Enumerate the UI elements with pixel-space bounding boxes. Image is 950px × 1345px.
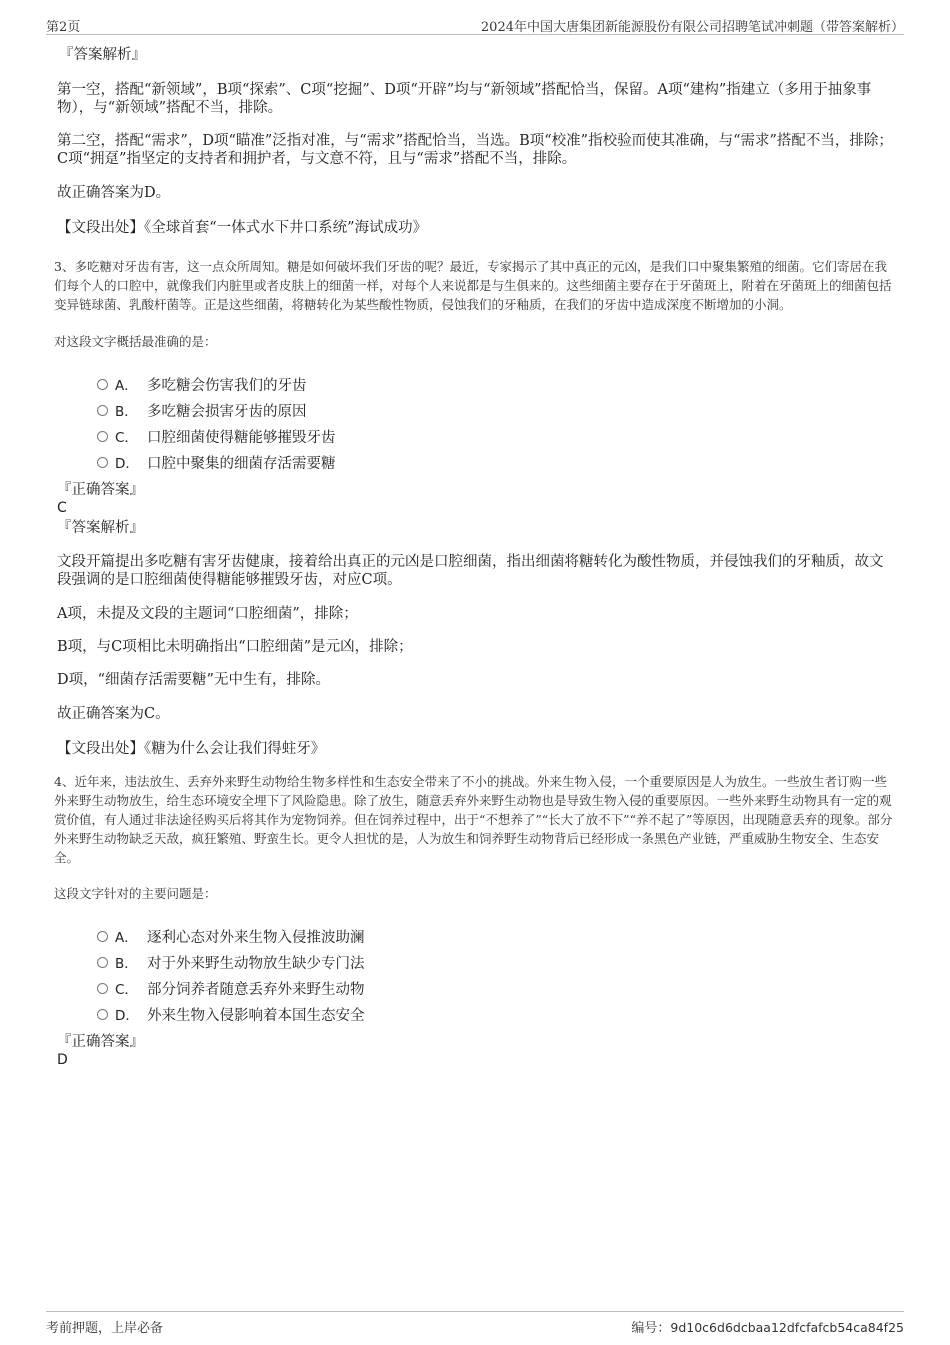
q2-analysis-para-1: 第一空，搭配“新领域”，B项“探索”、C项“挖掘”、D项“开辟”均与“新领域”搭配恰当，保留。A项“建构”指建立（多用于抽象事物），与“新领域”搭配不当，排除。 <box>57 82 872 116</box>
option-text: 外来生物入侵影响着本国生态安全 <box>147 1008 365 1024</box>
option-text: 多吃糖会伤害我们的牙齿 <box>147 378 307 394</box>
option-key: C． <box>115 982 138 998</box>
q3-option-b[interactable] <box>57 397 897 423</box>
q3-options <box>57 371 897 475</box>
document-title: 2024年中国大唐集团新能源股份有限公司招聘笔试冲刺题（带答案解析） <box>480 20 904 35</box>
q2-analysis-para-2: 第二空，搭配“需求”，D项“瞄准”泛指对准，与“需求”搭配恰当，当选。B项“校准”指校验而使其准确，与“需求”搭配不当，排除；C项“拥趸”指坚定的支持者和拥护者，与文意不符，且与“需求”搭配不当，排除。 <box>57 133 893 167</box>
q4-option-d[interactable] <box>57 1001 897 1027</box>
q4-question: 这段文字针对的主要问题是： <box>54 886 217 901</box>
option-key: D． <box>115 1008 139 1024</box>
option-text: 部分饲养者随意丢弃外来野生动物 <box>147 982 365 998</box>
q3-option-c[interactable] <box>57 423 897 449</box>
option-text: 口腔中聚集的细菌存活需要糖 <box>147 456 336 472</box>
radio-icon[interactable] <box>97 379 108 390</box>
page-header <box>46 12 904 35</box>
option-key: A． <box>115 930 138 946</box>
q3-analysis-para-4: D项，“细菌存活需要糖”无中生有，排除。 <box>57 672 330 688</box>
option-key: B． <box>115 404 138 420</box>
footer-slogan: 考前押题，上岸必备 <box>46 1321 164 1336</box>
option-text: 逐利心态对外来生物入侵推波助澜 <box>147 930 365 946</box>
option-key: A． <box>115 378 138 394</box>
q3-analysis-para-2: A项，未提及文段的主题词“口腔细菌”，排除； <box>57 606 358 622</box>
q2-conclusion: 故正确答案为D。 <box>57 185 171 201</box>
page-content <box>54 46 897 1069</box>
radio-icon[interactable] <box>97 983 108 994</box>
q3-answer: C <box>57 500 67 516</box>
q3-source: 【文段出处】《糖为什么会让我们得蛀牙》 <box>57 741 326 757</box>
q3-stem: 3、多吃糖对牙齿有害，这一点众所周知。糖是如何破坏我们牙齿的呢？最近，专家揭示了其中真正的元凶，是我们口中聚集繁殖的细菌。它们寄居在我们每个人的口腔中，就像我们内脏里或者皮肤上的细菌一样，对每个人来说都是与生俱来的。这些细菌主要存在于牙菌斑上，附着在牙菌斑上的细菌包括变异链球菌、乳酸杆菌等。正是这些细菌，将糖转化为某些酸性物质，侵蚀我们的牙釉质，在我们的牙齿中造成深度不断增加的小洞。 <box>54 259 892 312</box>
q3-option-d[interactable] <box>57 449 897 475</box>
radio-icon[interactable] <box>97 957 108 968</box>
option-key: C． <box>115 430 138 446</box>
q4-stem: 4、近年来，违法放生、丢弃外来野生动物给生物多样性和生态安全带来了不小的挑战。外来生物入侵，一个重要原因是人为放生。一些放生者订购一些外来野生动物放生，给生态环境安全埋下了风险隐患。除了放生，随意丢弃外来野生动物也是导致生物入侵的重要原因。一些外来野生动物具有一定的观赏价值，有人通过非法途径购买后将其作为宠物饲养。但在饲养过程中，出于“不想养了”“长大了放不下”“养不起了”等原因，出现随意丢弃的现象。部分外来野生动物缺乏天敌，疯狂繁殖、野蛮生长。更令人担忧的是，人为放生和饲养野生动物背后已经形成一条黑色产业链，严重威胁生物安全、生态安全。 <box>54 774 893 865</box>
document-code <box>631 1317 904 1336</box>
q2-analysis-label: 『答案解析』 <box>59 47 146 63</box>
q4-option-c[interactable] <box>57 975 897 1001</box>
q3-answer-label: 『正确答案』 <box>57 482 144 498</box>
q3-conclusion: 故正确答案为C。 <box>57 706 170 722</box>
q4-option-b[interactable] <box>57 949 897 975</box>
radio-icon[interactable] <box>97 1009 108 1020</box>
q3-option-a[interactable] <box>57 371 897 397</box>
radio-icon[interactable] <box>97 931 108 942</box>
radio-icon[interactable] <box>97 457 108 468</box>
q3-analysis-label: 『答案解析』 <box>57 520 144 536</box>
q4-answer-label: 『正确答案』 <box>57 1034 144 1050</box>
q3-analysis-para-1: 文段开篇提出多吃糖有害牙齿健康，接着给出真正的元凶是口腔细菌，指出细菌将糖转化为酸性物质，并侵蚀我们的牙釉质，故文段强调的是口腔细菌使得糖能够摧毁牙齿，对应C项。 <box>57 554 884 588</box>
radio-icon[interactable] <box>97 431 108 442</box>
q4-options <box>57 923 897 1027</box>
option-text: 对于外来野生动物放生缺少专门法 <box>147 956 365 972</box>
code-label: 编号： <box>631 1321 671 1336</box>
radio-icon[interactable] <box>97 405 108 416</box>
option-key: D． <box>115 456 139 472</box>
option-text: 口腔细菌使得糖能够摧毁牙齿 <box>147 430 336 446</box>
code-value: 9d10c6d6dcbaa12dfcfafcb54ca84f25 <box>670 1320 904 1335</box>
q2-source: 【文段出处】《全球首套“一体式水下井口系统”海试成功》 <box>57 220 428 236</box>
option-key: B． <box>115 956 138 972</box>
q3-question: 对这段文字概括最准确的是： <box>54 334 217 349</box>
q3-analysis-para-3: B项，与C项相比未明确指出“口腔细菌”是元凶，排除； <box>57 639 413 655</box>
option-text: 多吃糖会损害牙齿的原因 <box>147 404 307 420</box>
q4-option-a[interactable] <box>57 923 897 949</box>
page-number: 第2页 <box>46 20 81 35</box>
page-footer <box>46 1311 904 1336</box>
q4-answer: D <box>57 1052 68 1068</box>
